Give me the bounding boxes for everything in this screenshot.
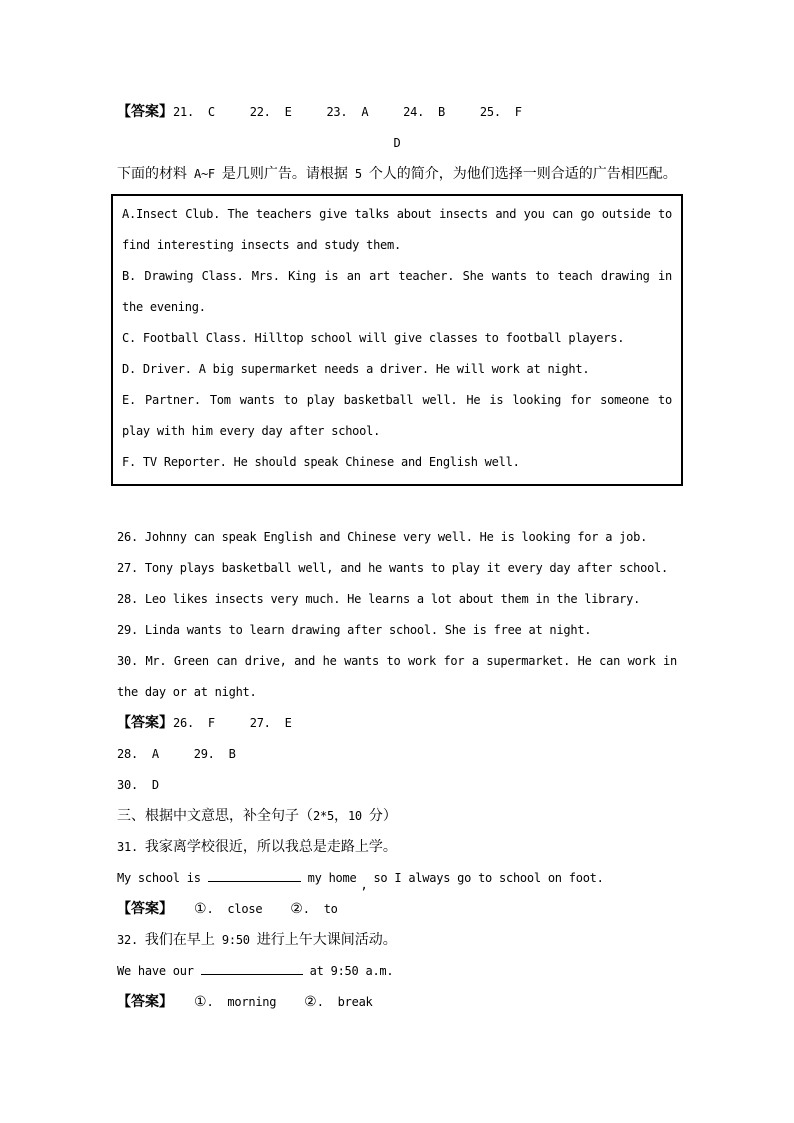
answer-blank-31	[208, 869, 301, 882]
answer-31-line	[117, 894, 677, 925]
latin-text-segment: 10	[347, 809, 369, 823]
latin-text-segment: 9:50	[214, 933, 257, 947]
question-26: 26. Johnny can speak English and Chinese very well. He is looking for a job.	[117, 530, 648, 544]
ad-item-b: B. Drawing Class. Mrs. King is an art teacher. She wants to teach drawing in the evening.	[122, 269, 672, 314]
ad-item-d: D. Driver. A big supermarket needs a driver. He will work at night.	[122, 362, 590, 376]
answer-31-values: ①. close ②. to	[173, 902, 338, 917]
latin-text-segment: 32.	[117, 933, 145, 947]
part-d-heading: D	[393, 136, 401, 150]
ad-item-a: A.Insect Club. The teachers give talks about insects and you can go outside to find interesting insects and study them.	[122, 207, 672, 252]
ads-box	[111, 194, 683, 486]
answer-values-28-29: 28. A 29. B	[117, 747, 236, 761]
section-3-heading: 三、根据中文意思，补全句子（2*5，10 分）	[117, 809, 397, 824]
latin-text-segment	[173, 902, 194, 916]
answer-label: 【答案】	[117, 716, 173, 731]
sentence-32-tail: at 9:50 a.m.	[302, 964, 394, 978]
answer-label: 【答案】	[117, 105, 173, 120]
answer-32-values: ①. morning ②. break	[173, 995, 373, 1010]
sentence-31-before: My school is	[117, 871, 208, 885]
answer-32-line	[117, 987, 677, 1018]
question-28: 28. Leo likes insects very much. He learns a lot about them in the library.	[117, 592, 641, 606]
answer-30-line	[117, 770, 677, 801]
question-32-sentence	[117, 956, 677, 987]
latin-text-segment	[173, 995, 194, 1009]
latin-text-segment: . break	[316, 995, 373, 1009]
question-31-chinese: 31. 我家离学校很近，所以我总是走路上学。	[117, 840, 397, 855]
question-27: 27. Tony plays basketball well, and he wants to play it every day after school.	[117, 561, 668, 575]
answer-value-30: 30. D	[117, 778, 159, 792]
answer-values-26-27: 26. F 27. E	[173, 716, 292, 730]
answer-values-21-25: 21. C 22. E 23. A 24. B 25. F	[173, 105, 522, 119]
question-30: 30. Mr. Green can drive, and he wants to work for a supermarket. He can work in the day or at night.	[117, 654, 677, 699]
latin-text-segment: 31.	[117, 840, 145, 854]
dropped-comma: ,	[360, 878, 368, 892]
answers-21-25-line	[117, 97, 677, 128]
answer-label: 【答案】	[117, 995, 173, 1010]
latin-text-segment: . to	[302, 902, 338, 916]
questions-26-30	[117, 522, 677, 708]
question-29: 29. Linda wants to learn drawing after school. She is free at night.	[117, 623, 592, 637]
latin-text-segment: . morning	[206, 995, 305, 1009]
answers-28-29-line	[117, 739, 677, 770]
answer-label: 【答案】	[117, 902, 173, 917]
latin-text-segment: 5	[347, 167, 369, 181]
question-31-sentence	[117, 863, 677, 894]
latin-text-segment: A~F	[187, 167, 222, 181]
answers-26-27-line	[117, 708, 677, 739]
sentence-32-before: We have our	[117, 964, 201, 978]
ad-item-c: C. Football Class. Hilltop school will give classes to football players.	[122, 331, 625, 345]
answer-blank-32	[201, 962, 303, 975]
ad-item-f: F. TV Reporter. He should speak Chinese and English well.	[122, 455, 520, 469]
ad-item-e: E. Partner. Tom wants to play basketball well. He is looking for someone to play with him every day after school.	[122, 393, 672, 438]
latin-text-segment: 2*5	[313, 809, 334, 823]
part-d-intro: 下面的材料 A~F 是几则广告。请根据 5 个人的简介，为他们选择一则合适的广告相匹配。	[117, 167, 677, 182]
sentence-31-mid: my home	[300, 871, 357, 885]
latin-text-segment: . close	[206, 902, 291, 916]
question-32-chinese: 32. 我们在早上 9:50 进行上午大课间活动。	[117, 933, 397, 948]
sentence-31-tail: so I always go to school on foot.	[373, 871, 604, 885]
